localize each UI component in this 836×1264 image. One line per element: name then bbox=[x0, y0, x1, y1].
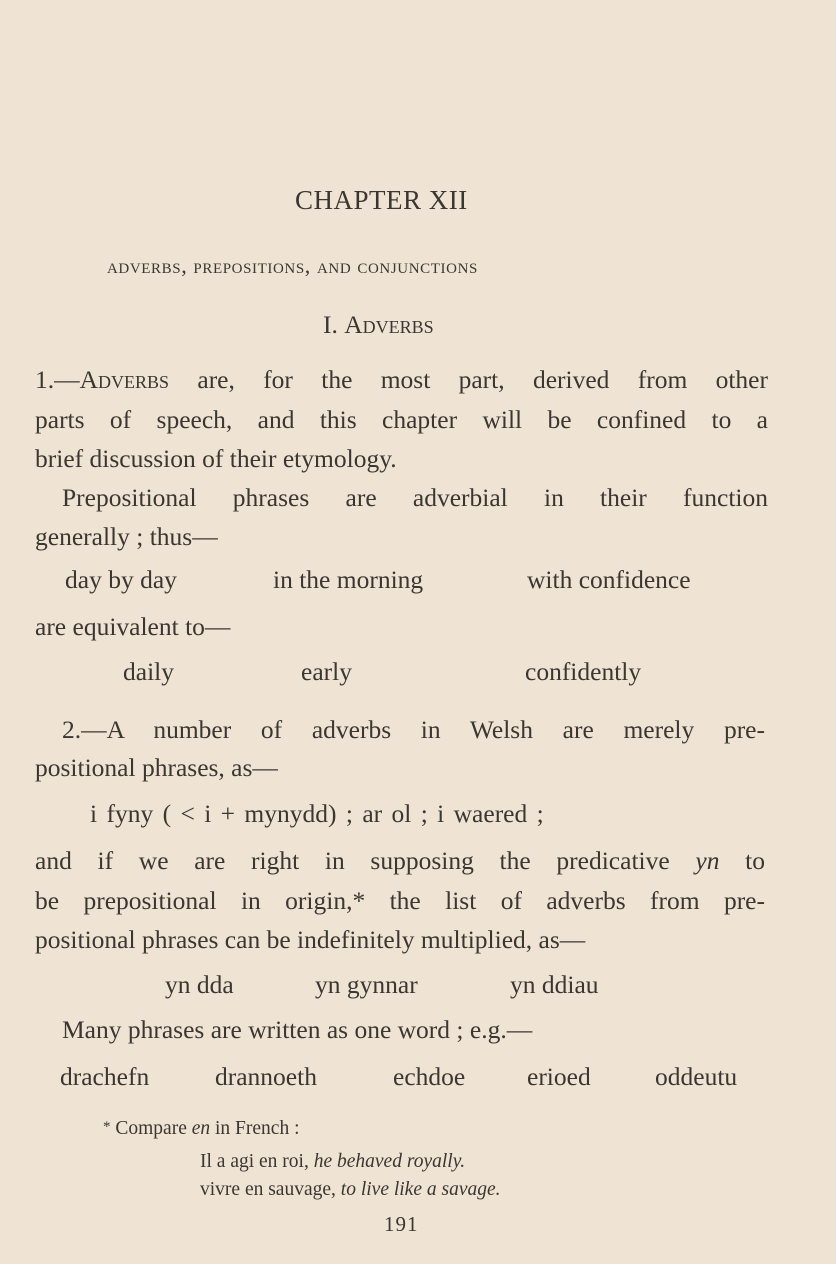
paragraph-1-line-3: brief discussion of their etymology. bbox=[35, 444, 397, 473]
example-adverb: confidently bbox=[525, 657, 642, 686]
example-adverb: daily bbox=[123, 657, 174, 686]
footnote-line-3 bbox=[200, 1177, 501, 1203]
english-translation: he behaved royally. bbox=[313, 1151, 466, 1172]
section-title: Adverbs bbox=[344, 310, 434, 339]
footnote-marker: * bbox=[103, 1119, 111, 1135]
example-word: echdoe bbox=[393, 1062, 466, 1091]
text: 2.—A number of adverbs in Welsh are merely pre- bbox=[62, 715, 765, 744]
example-phrase: yn ddiau bbox=[510, 970, 599, 999]
footnote-line-1 bbox=[103, 1114, 300, 1140]
chapter-subtitle: adverbs, prepositions, and conjunctions bbox=[107, 253, 478, 278]
example-phrase: yn dda bbox=[165, 970, 234, 999]
text: Prepositional phrases are adverbial in their function bbox=[62, 483, 768, 512]
paragraph-2-line-2: positional phrases, as— bbox=[35, 753, 278, 782]
paragraph-3-line-1 bbox=[35, 845, 765, 877]
chapter-title: CHAPTER XII bbox=[295, 185, 468, 215]
french-text: Il a agi en roi, bbox=[200, 1151, 314, 1172]
paragraph-3-line-2 bbox=[35, 885, 765, 917]
english-translation: to live like a savage. bbox=[340, 1179, 501, 1200]
italic-word: en bbox=[191, 1118, 211, 1139]
text: Compare bbox=[110, 1118, 192, 1139]
text: be prepositional in origin,* the list of adverbs from pre- bbox=[35, 886, 765, 915]
italic-word: yn bbox=[695, 846, 720, 875]
example-adverb: early bbox=[301, 657, 352, 686]
text: parts of speech, and this chapter will be confined to a bbox=[35, 405, 768, 434]
text: are, for the most part, derived from other bbox=[169, 365, 768, 394]
section-heading bbox=[323, 309, 434, 341]
paragraph-2-line-1 bbox=[62, 714, 765, 746]
example-word: erioed bbox=[527, 1062, 591, 1091]
example-phrase: yn gynnar bbox=[315, 970, 418, 999]
paragraph-1b-line-2: generally ; thus— bbox=[35, 522, 218, 551]
text: to bbox=[719, 846, 766, 875]
example-phrase: day by day bbox=[65, 565, 177, 594]
equivalent-text: are equivalent to— bbox=[35, 612, 231, 641]
paragraph-3-line-3: positional phrases can be indefinitely multiplied, as— bbox=[35, 925, 586, 954]
page-number: 191 bbox=[384, 1212, 419, 1236]
example-phrase: with confidence bbox=[527, 565, 691, 594]
section-number: I. bbox=[323, 310, 338, 339]
text: in French : bbox=[210, 1118, 300, 1139]
paragraph-1b-line-1 bbox=[62, 482, 768, 514]
para-number: 1.— bbox=[35, 365, 80, 394]
footnote-line-2 bbox=[200, 1149, 465, 1175]
example-word: drannoeth bbox=[215, 1062, 317, 1091]
text: and if we are right in supposing the predicative bbox=[35, 846, 696, 875]
paragraph-1-line-2 bbox=[35, 404, 768, 436]
lead-word: Adverbs bbox=[79, 365, 170, 394]
example-word: drachefn bbox=[60, 1062, 150, 1091]
example-word: oddeutu bbox=[655, 1062, 738, 1091]
example-phrase: in the morning bbox=[273, 565, 424, 594]
example-welsh-phrases: i fyny ( < i + mynydd) ; ar ol ; i waered ; bbox=[90, 799, 544, 828]
paragraph-4: Many phrases are written as one word ; e.g.— bbox=[62, 1015, 533, 1044]
paragraph-1-line-1 bbox=[35, 364, 768, 396]
french-text: vivre en sauvage, bbox=[200, 1179, 341, 1200]
